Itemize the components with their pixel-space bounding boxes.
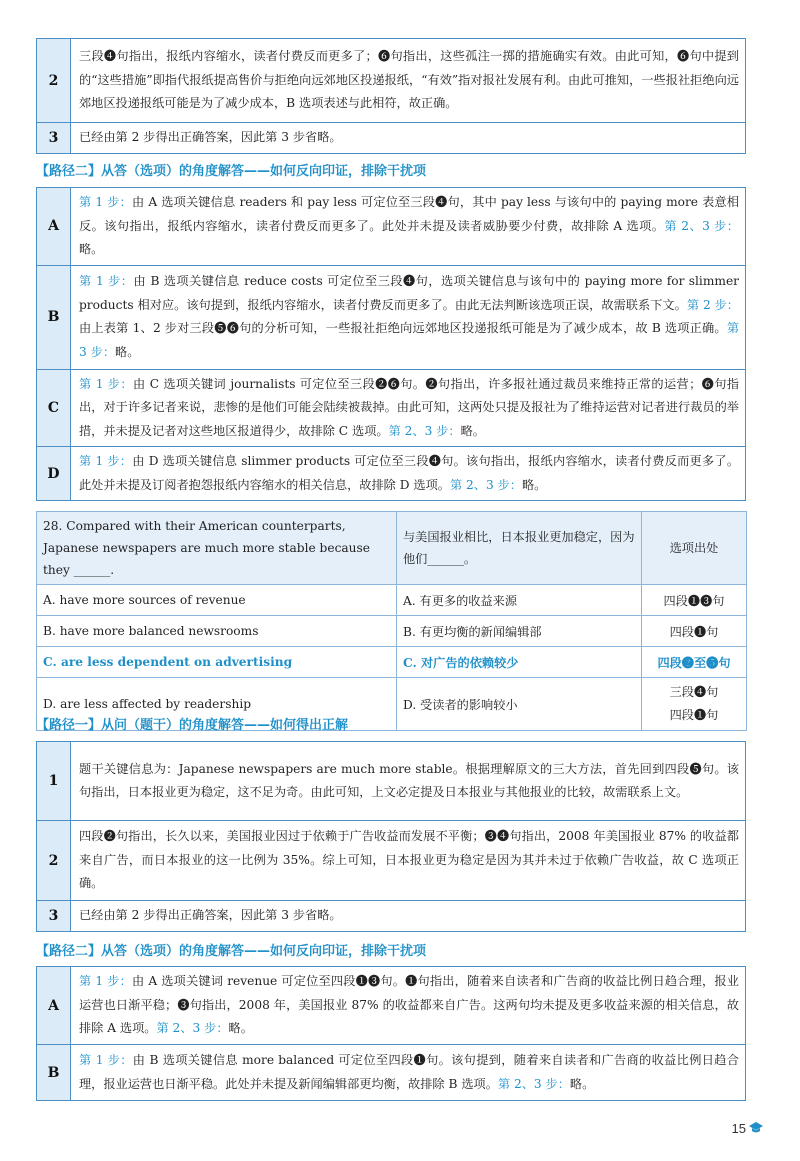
option-label: B [37, 265, 71, 369]
path2-options-table [36, 187, 746, 501]
section-heading-path1: 【路径一】从问（题干）的角度解答——如何得出正解 [36, 718, 349, 733]
option-label: C [37, 369, 71, 447]
option-label: A [37, 967, 71, 1045]
table-row [37, 123, 746, 154]
section-heading-path2: 【路径二】从答（选项）的角度解答——如何反向印证，排除干扰项 [36, 164, 427, 179]
table-row [37, 447, 746, 501]
table-row [37, 188, 746, 266]
path2-options-table-q28 [36, 966, 746, 1101]
option-analysis: 第 1 步：由 B 选项关键信息 more balanced 可定位至四段❶句。该句提到，随着来自读者和广告商的收益比例日趋合理，报业运营也日渐平稳。此处并未提及新闻编辑部更均衡，故排除 B 选项。第 2、3 步：略。 [71, 1045, 746, 1101]
table-row [37, 821, 746, 901]
option-zh: A. 有更多的收益来源 [397, 585, 642, 616]
table-row [37, 265, 746, 369]
option-zh: C. 对广告的依赖较少 [397, 647, 642, 678]
option-label: B [37, 1045, 71, 1101]
step-text: 四段❷句指出，长久以来，美国报业因过于依赖于广告收益而发展不平衡；❸❹句指出，2008 年美国报业 87% 的收益都来自广告，而日本报业的这一比例为 35%。综上可知，日本报业更为稳定是因为其并未过于依赖广告收益，故 C 选项正确。 [71, 821, 746, 901]
table-row [37, 1045, 746, 1101]
table-row [37, 742, 746, 821]
option-row [37, 585, 747, 616]
top-steps-table [36, 38, 746, 154]
table-row [37, 967, 746, 1045]
page-number: 15 [731, 1121, 746, 1136]
option-analysis: 第 1 步：由 D 选项关键信息 slimmer products 可定位至三段❹句。该句指出，报纸内容缩水，读者付费反而更多了。此处并未提及订阅者抱怨报纸内容缩水的相关信息，故排除 D 选项。第 2、3 步：略。 [71, 447, 746, 501]
option-en: D. are less affected by readership [37, 678, 397, 731]
graduation-cap-icon [748, 1121, 764, 1135]
option-analysis: 第 1 步：由 C 选项关键词 journalists 可定位至三段❷❻句。❷句指出，许多报社通过裁员来维持正常的运营；❻句指出，对于许多记者来说，悲惨的是他们可能会陆续被裁掉。由此可知，这两处只提及报社为了维持运营对记者进行裁员的举措，并未提及记者对这些地区报道得少，故排除 C 选项。第 2、3 步：略。 [71, 369, 746, 447]
table-row [37, 39, 746, 123]
step-text: 题干关键信息为：Japanese newspapers are much more stable。根据理解原文的三大方法，首先回到四段❺句。该句指出，日本报业更为稳定，这不足为奇。由此可知，上文必定提及日本报业与其他报业的比较，故需联系上文。 [71, 742, 746, 821]
option-label: D [37, 447, 71, 501]
option-row-correct [37, 647, 747, 678]
step-label: 1 [37, 742, 71, 821]
option-label: A [37, 188, 71, 266]
question-stem-zh: 与美国报业相比，日本报业更加稳定，因为他们______。 [397, 512, 642, 585]
option-en: B. have more balanced newsrooms [37, 616, 397, 647]
step-label: 2 [37, 39, 71, 123]
option-row [37, 616, 747, 647]
option-source: 三段❹句 四段❶句 [642, 678, 747, 731]
option-en: C. are less dependent on advertising [37, 647, 397, 678]
section-heading-path2-q28: 【路径二】从答（选项）的角度解答——如何反向印证，排除干扰项 [36, 944, 427, 959]
source-header: 选项出处 [642, 512, 747, 585]
question-stem-row [37, 512, 747, 585]
step-text: 已经由第 2 步得出正确答案，因此第 3 步省略。 [71, 123, 746, 154]
option-en: A. have more sources of revenue [37, 585, 397, 616]
step-text: 已经由第 2 步得出正确答案，因此第 3 步省略。 [71, 901, 746, 932]
path1-steps-table [36, 741, 746, 932]
step-label: 3 [37, 901, 71, 932]
option-analysis: 第 1 步：由 A 选项关键词 revenue 可定位至四段❶❸句。❶句指出，随着来自读者和广告商的收益比例日趋合理，报业运营也日渐平稳；❸句指出，2008 年，美国报业 87% 的收益都来自广告。这两句均未提及更多收益来源的相关信息，故排除 A 选项。第 2、3 步：略。 [71, 967, 746, 1045]
option-zh: D. 受读者的影响较小 [397, 678, 642, 731]
option-zh: B. 有更均衡的新闻编辑部 [397, 616, 642, 647]
option-source: 四段❷至❺句 [642, 647, 747, 678]
step-label: 2 [37, 821, 71, 901]
question-28-table [36, 511, 747, 731]
question-stem-en: 28. Compared with their American counterparts, Japanese newspapers are much more stable because they ______. [37, 512, 397, 585]
step-text: 三段❹句指出，报纸内容缩水，读者付费反而更多了；❻句指出，这些孤注一掷的措施确实有效。由此可知，❻句中提到的“这些措施”即指代报纸提高售价与拒绝向远郊地区投递报纸，“有效”指对报社发展有利。由此可推知，一些报社拒绝向远郊地区投递报纸可能是为了减少成本，B 选项表述与此相符，故正确。 [71, 39, 746, 123]
option-analysis: 第 1 步：由 A 选项关键信息 readers 和 pay less 可定位至三段❹句，其中 pay less 与该句中的 paying more 表意相反。该句指出，报纸内容缩水，读者付费反而更多了。此处并未提及读者威胁要少付费，故排除 A 选项。第 2、3 步：略。 [71, 188, 746, 266]
table-row [37, 369, 746, 447]
option-source: 四段❶句 [642, 616, 747, 647]
step-label: 3 [37, 123, 71, 154]
table-row [37, 901, 746, 932]
option-source: 四段❶❸句 [642, 585, 747, 616]
option-analysis: 第 1 步：由 B 选项关键信息 reduce costs 可定位至三段❹句，选项关键信息与该句中的 paying more for slimmer products 相对应。该句提到，报纸内容缩水，读者付费反而更多了。由此无法判断该选项正误，故需联系下文。第 2 步：由上表第 1、2 步对三段❺❻句的分析可知，一些报社拒绝向远郊地区投递报纸可能是为了减少成本，故 B 选项正确。第 3 步：略。 [71, 265, 746, 369]
